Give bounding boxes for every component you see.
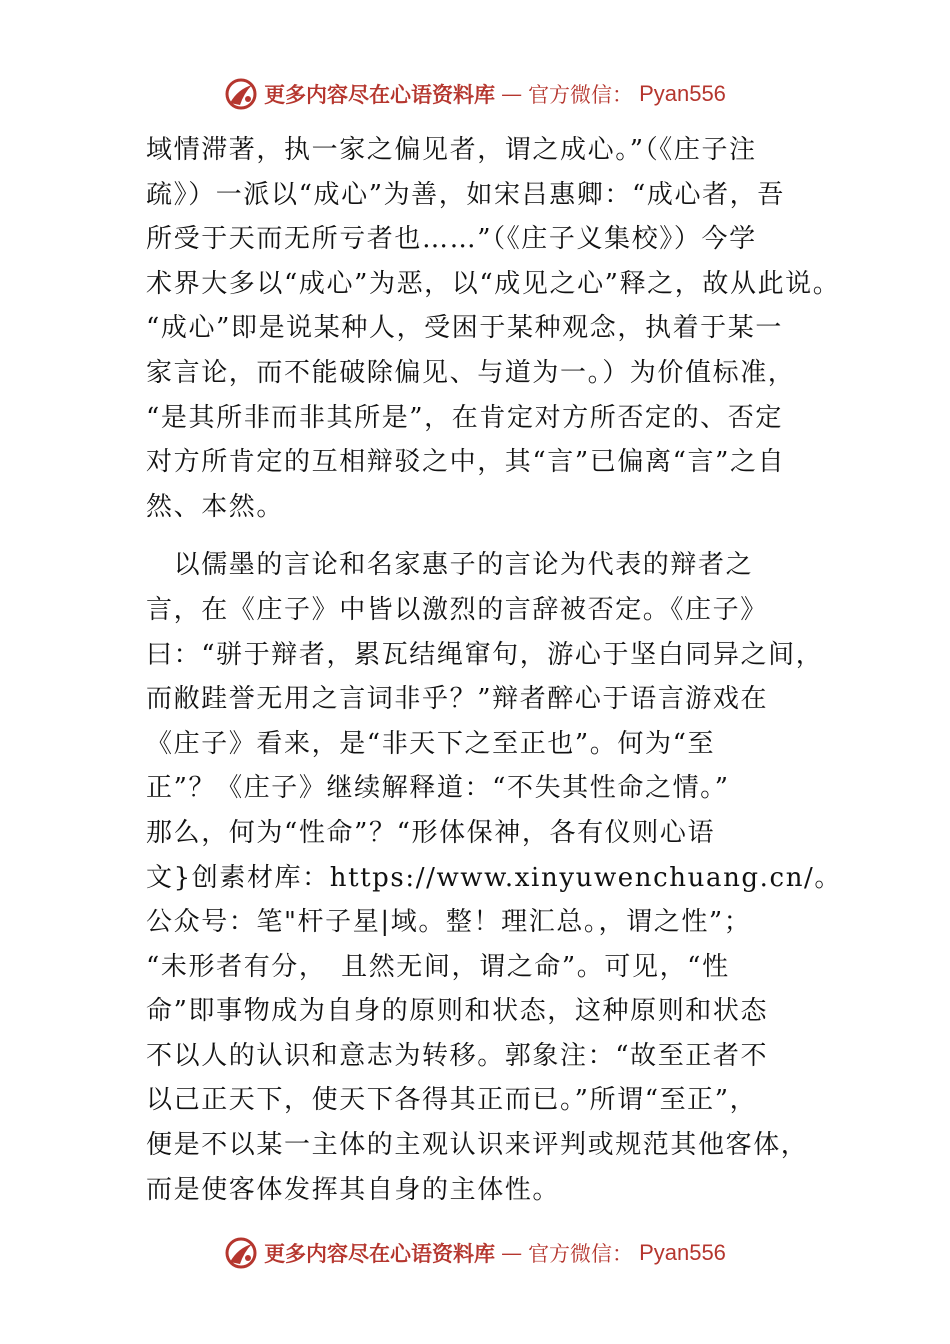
text-line: 命”即事物成为自身的原则和状态，这种原则和状态 [146, 996, 769, 1027]
text-line: 家言论，而不能破除偏见、与道为一。）为价值标准， [146, 357, 796, 388]
text-line: 正”？《庄子》继续解释道：“不失其性命之情。” [146, 773, 730, 804]
text-line: 以己正天下，使天下各得其正而已。”所谓“至正”， [146, 1085, 758, 1116]
watermark-contact-id: Pyan556 [639, 1240, 726, 1265]
circle-brush-logo-icon [224, 1236, 258, 1270]
watermark-contact-label: 官方微信： [528, 1242, 634, 1266]
text-line: 对方所肯定的互相辩驳之中，其“言”已偏离“言”之自 [146, 447, 786, 478]
text-line: “未形者有分， 且然无间，谓之命”。可见，“性 [146, 951, 730, 982]
paragraph-gap [146, 529, 816, 543]
text-line: 文}创素材库：https://www.xinyuwenchuang.cn/。 [146, 862, 843, 893]
text-line: 言，在《庄子》中皆以激烈的言辞被否定。《庄子》 [146, 594, 768, 625]
header-watermark [0, 74, 950, 114]
text-line: “是其所非而非其所是”，在肯定对方所否定的、否定 [146, 402, 783, 433]
text-line: 术界大多以“成心”为恶，以“成见之心”释之，故从此说。 [146, 268, 841, 299]
watermark-brand: 更多内容尽在心语资料库 [264, 82, 496, 107]
watermark-dash: — [501, 1241, 523, 1265]
watermark-brand: 更多内容尽在心语资料库 [264, 1241, 496, 1266]
watermark-dash: — [501, 82, 523, 106]
text-line: 公众号：笔"杆子星|域。整！理汇总。，谓之性”； [146, 907, 752, 938]
text-line: “成心”即是说某种人，受困于某种观念，执着于某一 [146, 313, 783, 344]
document-body [146, 128, 843, 1212]
watermark-contact-label: 官方微信： [528, 83, 634, 107]
text-line: 而敝跬誉无用之言词非乎？”辩者醉心于语言游戏在 [146, 684, 769, 715]
text-line: 不以人的认识和意志为转移。郭象注：“故至正者不 [146, 1040, 769, 1071]
text-line: 而是使客体发挥其自身的主体性。 [146, 1174, 561, 1205]
text-line: 域情滞著，执一家之偏见者，谓之成心。”（《庄子注 [146, 135, 757, 165]
watermark-contact-id: Pyan556 [639, 81, 726, 106]
text-line: 便是不以某一主体的主观认识来评判或规范其他客体， [146, 1130, 809, 1161]
text-line: 曰：“骈于辩者，累瓦结绳窜句，游心于坚白同异之间， [146, 639, 824, 670]
paragraph-2 [146, 543, 843, 1212]
footer-watermark [0, 1233, 950, 1273]
paragraph-1 [146, 128, 841, 529]
text-line: 所受于天而无所亏者也……”（《庄子义集校》）今学 [146, 224, 757, 255]
text-line: 然、本然。 [146, 491, 285, 522]
text-line: 以儒墨的言论和名家惠子的言论为代表的辩者之 [146, 550, 754, 581]
text-line: 《庄子》看来，是“非天下之至正也”。何为“至 [146, 728, 716, 759]
text-line: 那么，何为“性命”？“形体保神，各有仪则心语 [146, 817, 716, 848]
text-line: 疏》）一派以“成心”为善，如宋吕惠卿：“成心者，吾 [146, 179, 785, 210]
circle-brush-logo-icon [224, 77, 258, 111]
